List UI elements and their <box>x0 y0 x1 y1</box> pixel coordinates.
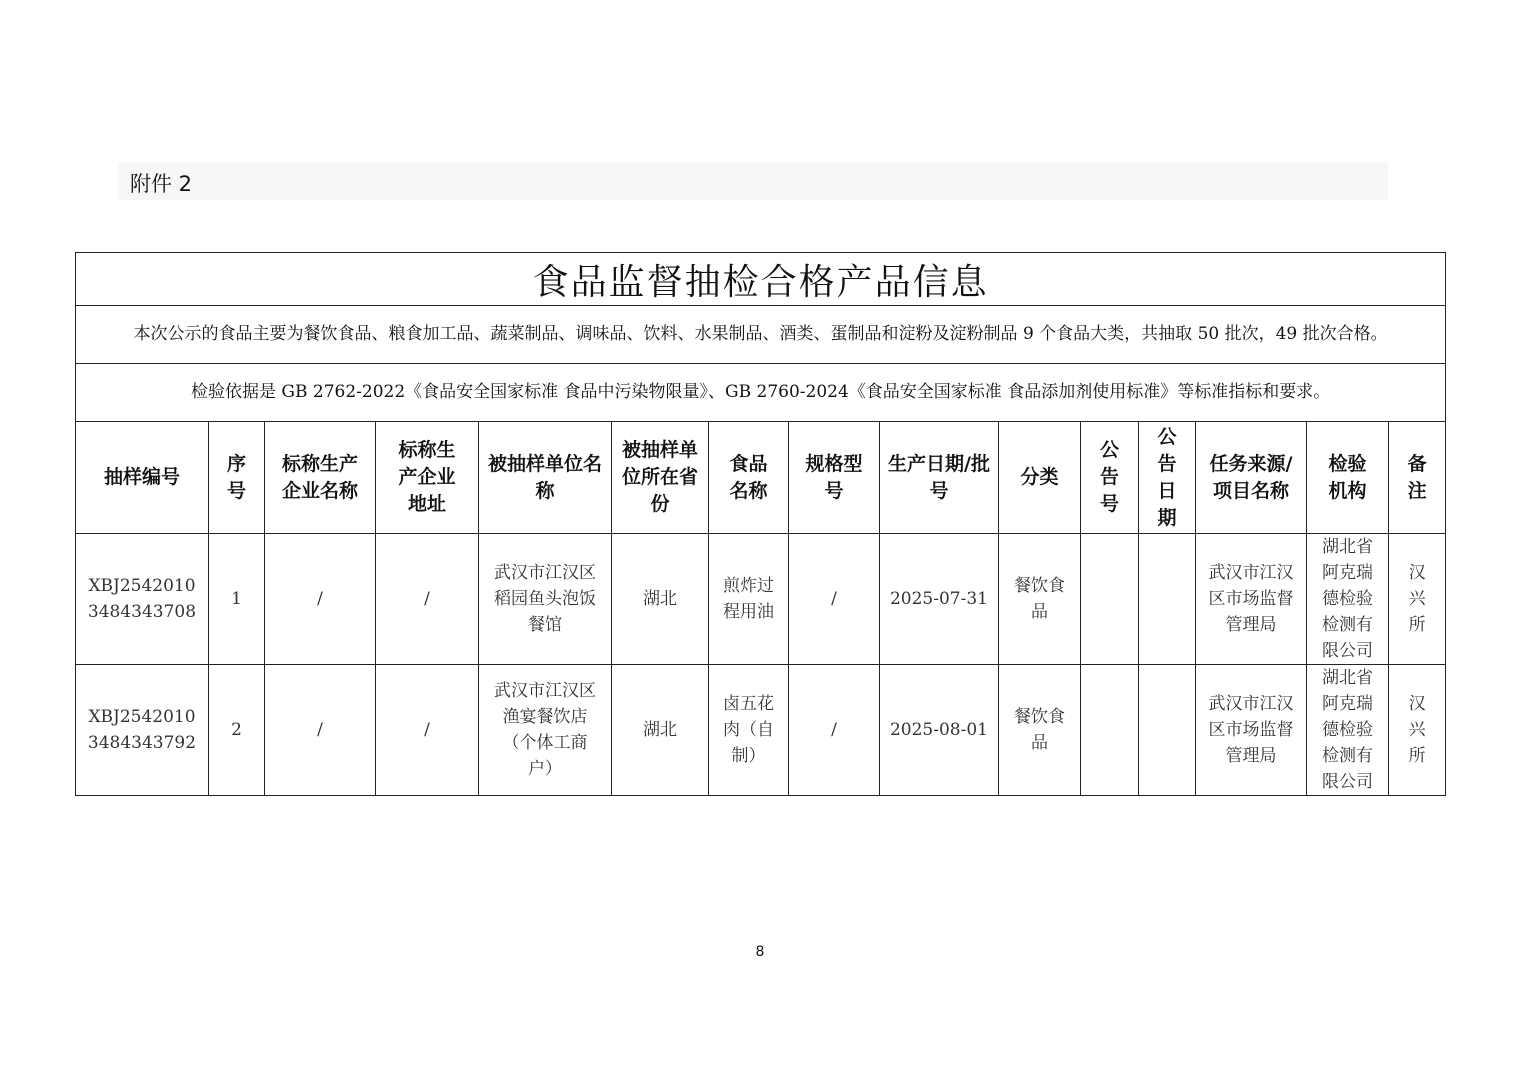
cell-province: 湖北 <box>612 665 709 796</box>
attachment-bar <box>118 162 1388 200</box>
cell-spec: / <box>789 665 880 796</box>
header-prod-date: 生产日期/批号 <box>880 422 999 534</box>
header-manufacturer-addr: 标称生产企业地址 <box>376 422 479 534</box>
cell-category: 餐饮食品 <box>999 534 1081 665</box>
header-seq: 序号 <box>209 422 265 534</box>
cell-notice-date <box>1139 534 1196 665</box>
cell-sample-no: XBJ25420103484343708 <box>76 534 209 665</box>
cell-remark: 汉兴所 <box>1389 534 1446 665</box>
cell-manufacturer-addr: / <box>376 534 479 665</box>
cell-notice-no <box>1081 665 1139 796</box>
inspection-table <box>75 252 1446 796</box>
cell-food-name: 卤五花肉（自制） <box>709 665 789 796</box>
cell-sampled-unit: 武汉市江汉区稻园鱼头泡饭餐馆 <box>479 534 612 665</box>
header-manufacturer: 标称生产企业名称 <box>265 422 376 534</box>
cell-lab: 湖北省阿克瑞德检验检测有限公司 <box>1307 665 1389 796</box>
header-category: 分类 <box>999 422 1081 534</box>
cell-spec: / <box>789 534 880 665</box>
header-spec: 规格型号 <box>789 422 880 534</box>
page-number: 8 <box>755 944 765 960</box>
table-row <box>76 665 1446 796</box>
cell-notice-no <box>1081 534 1139 665</box>
table-title: 食品监督抽检合格产品信息 <box>76 253 1446 306</box>
header-remark: 备注 <box>1389 422 1446 534</box>
cell-seq: 1 <box>209 534 265 665</box>
cell-manufacturer-addr: / <box>376 665 479 796</box>
cell-manufacturer: / <box>265 665 376 796</box>
cell-category: 餐饮食品 <box>999 665 1081 796</box>
intro-summary: 本次公示的食品主要为餐饮食品、粮食加工品、蔬菜制品、调味品、饮料、水果制品、酒类、蛋制品和淀粉及淀粉制品 9 个食品大类，共抽取 50 批次，49 批次合格。 <box>76 306 1446 364</box>
table-row <box>76 534 1446 665</box>
cell-sampled-unit: 武汉市江汉区渔宴餐饮店（个体工商户） <box>479 665 612 796</box>
header-task-source: 任务来源/项目名称 <box>1196 422 1307 534</box>
cell-seq: 2 <box>209 665 265 796</box>
cell-lab: 湖北省阿克瑞德检验检测有限公司 <box>1307 534 1389 665</box>
cell-prod-date: 2025-07-31 <box>880 534 999 665</box>
cell-sample-no: XBJ25420103484343792 <box>76 665 209 796</box>
header-notice-no: 公告号 <box>1081 422 1139 534</box>
header-row <box>76 422 1446 534</box>
header-sampled-unit: 被抽样单位名称 <box>479 422 612 534</box>
cell-prod-date: 2025-08-01 <box>880 665 999 796</box>
cell-remark: 汉兴所 <box>1389 665 1446 796</box>
header-food-name: 食品名称 <box>709 422 789 534</box>
cell-notice-date <box>1139 665 1196 796</box>
header-sample-no: 抽样编号 <box>76 422 209 534</box>
cell-food-name: 煎炸过程用油 <box>709 534 789 665</box>
cell-task-source: 武汉市江汉区市场监督管理局 <box>1196 534 1307 665</box>
intro-basis: 检验依据是 GB 2762-2022《食品安全国家标准 食品中污染物限量》、GB 2760-2024《食品安全国家标准 食品添加剂使用标准》等标准指标和要求。 <box>76 364 1446 422</box>
cell-task-source: 武汉市江汉区市场监督管理局 <box>1196 665 1307 796</box>
cell-manufacturer: / <box>265 534 376 665</box>
cell-province: 湖北 <box>612 534 709 665</box>
header-province: 被抽样单位所在省份 <box>612 422 709 534</box>
attachment-label: 附件 2 <box>130 172 193 196</box>
header-notice-date: 公告日期 <box>1139 422 1196 534</box>
header-lab: 检验机构 <box>1307 422 1389 534</box>
